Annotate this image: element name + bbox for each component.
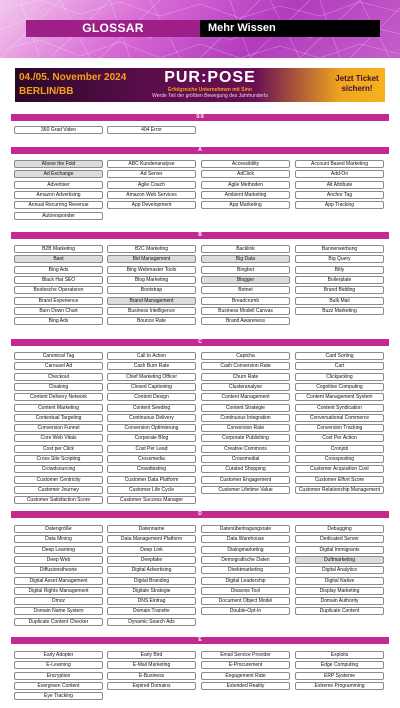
glossary-term-button[interactable]: Ad Exchange [14,170,103,178]
glossary-term-button[interactable]: Curated Shopping [201,465,290,473]
glossary-term-button[interactable]: Content Design [107,393,196,401]
section-header: D [11,511,389,518]
glossary-term-button[interactable]: Customer Engagement [201,476,290,484]
glossary-term-button[interactable]: Customer Success Manager [107,496,196,504]
glossary-term-button[interactable]: Cost Per Lead [107,445,196,453]
glossary-term-button[interactable]: Conversion Optimierung [107,424,196,432]
glossary-term-button[interactable]: Cognitive Computing [295,383,384,391]
glossary-term-button[interactable]: Email Service Provider [201,651,290,659]
glossary-term-button[interactable]: Digital Analytics [295,566,384,574]
glossary-term-button[interactable]: Customer Relationship Management [295,486,384,494]
glossary-term-button[interactable]: Customer Data Platform [107,476,196,484]
glossary-term-button[interactable]: Debugging [295,525,384,533]
glossary-term-button[interactable]: Engagement Rate [201,672,290,680]
glossary-term-button[interactable]: Data Management Platform [107,535,196,543]
glossary-term-button[interactable]: Display Marketing [295,587,384,595]
glossary-term-button[interactable]: Demografische Daten [201,556,290,564]
glossary-term-button[interactable]: Content Seeding [107,404,196,412]
glossary-term-button[interactable]: Bannerwerbung [295,245,384,253]
glossary-term-button[interactable]: Carousel Ad [14,362,103,370]
glossary-term-button[interactable]: 404 Error [107,126,196,134]
glossary-term-button[interactable]: DNS Eintrag [107,597,196,605]
glossary-term-button[interactable]: Domain Transfer [107,607,196,615]
glossary-term-button[interactable]: Content Delivery Network [14,393,103,401]
glossary-term-button[interactable]: Deep Learning [14,546,103,554]
glossary-term-button[interactable]: Conversion Tracking [295,424,384,432]
glossary-term-button[interactable]: Double-Opt-In [201,607,290,615]
glossary-term-button[interactable]: Content Marketing [14,404,103,412]
glossary-term-button[interactable]: Dynamic Search Ads [107,618,196,626]
glossary-term-button[interactable]: Boolesche Operatoren [14,286,103,294]
glossary-term-button[interactable]: Bid Management [107,255,196,263]
glossary-term-button[interactable]: App Marketing [201,201,290,209]
glossary-term-button[interactable]: Evergreen Content [14,682,103,690]
glossary-term-button[interactable]: E-Procurement [201,661,290,669]
glossary-term-button[interactable]: Ad Server [107,170,196,178]
glossary-term-button[interactable]: Add-On [295,170,384,178]
glossary-term-button[interactable]: Content Syndication [295,404,384,412]
glossary-term-button[interactable]: Datenname [107,525,196,533]
glossary-term-button[interactable]: Digital Asset Management [14,577,103,585]
banner-date: 04./05. November 2024 [19,72,127,83]
glossary-term-button[interactable]: Extreme Programming [295,682,384,690]
glossary-term-button[interactable]: Core Web Vitals [14,434,103,442]
glossary-term-button[interactable]: Burn Down Chart [14,307,103,315]
glossary-term-button[interactable]: Customer Effort Score [295,476,384,484]
glossary-term-button[interactable]: Brand Management [107,297,196,305]
glossary-term-button[interactable]: Brand Bidding [295,286,384,294]
glossary-term-button[interactable]: Deep Web [14,556,103,564]
glossary-term-button[interactable]: Digital Native [295,577,384,585]
banner-title: PUR:POSE [164,69,256,86]
glossary-term-button[interactable]: Buzz Marketing [295,307,384,315]
glossary-term-button[interactable]: Diffusionstheorie [14,566,103,574]
banner-subtitle-secondary: Werde Teil der größten Bewegung des Jahrhunderts [152,93,268,99]
glossary-term-button[interactable]: Bounce Rate [107,317,196,325]
glossary-term-button[interactable]: Alt Attribute [295,181,384,189]
glossary-term-button[interactable]: Annual Recurring Revenue [14,201,103,209]
glossary-term-button[interactable]: Crowdtesting [107,465,196,473]
glossary-term-button[interactable]: Creative Commons [201,445,290,453]
glossary-term-button[interactable]: Churn Rate [201,373,290,381]
glossary-term-button[interactable]: Digital Leadership [201,577,290,585]
glossary-term-button[interactable]: Above the Fold [14,160,103,168]
glossary-term-button[interactable]: Customer Satisfaction Score [14,496,103,504]
glossary-term-button[interactable]: Canonical Tag [14,352,103,360]
glossary-term-button[interactable]: Bulk Mail [295,297,384,305]
glossary-term-button[interactable]: Content Management [201,393,290,401]
glossary-term-button[interactable]: E-Mail Marketing [107,661,196,669]
glossary-term-button[interactable]: Bant [14,255,103,263]
glossary-term-button[interactable]: Contextual Targeting [14,414,103,422]
glossary-term-button[interactable]: Cash Burn Rate [107,362,196,370]
glossary-term-button[interactable]: Boilerplate [295,276,384,284]
glossary-term-button[interactable]: Dedicated Server [295,535,384,543]
glossary-term-button[interactable]: Continuous Integration [201,414,290,422]
banner-cta-line2: sichern! [341,84,373,93]
glossary-term-button[interactable]: Duplicate Content Checker [14,618,103,626]
glossary-term-button[interactable]: Cost Per Action [295,434,384,442]
glossary-term-button[interactable]: Direktmarketing [201,566,290,574]
glossary-term-button[interactable]: Cloaking [14,383,103,391]
glossary-term-button[interactable]: Conversational Commerce [295,414,384,422]
glossary-term-button[interactable]: Digital Advertising [107,566,196,574]
glossary-term-button[interactable]: Dmoz [14,597,103,605]
glossary-term-button[interactable]: Domain Name System [14,607,103,615]
glossary-term-button[interactable]: Card Sorting [295,352,384,360]
glossary-term-button[interactable]: Customer Lifetime Value [201,486,290,494]
glossary-term-button[interactable]: Agile Coach [107,181,196,189]
glossary-term-button[interactable]: B2C Marketing [107,245,196,253]
glossary-term-button[interactable]: Deep Link [107,546,196,554]
glossary-term-button[interactable]: Autoresponder [14,212,103,220]
glossary-term-button[interactable]: E-Learning [14,661,103,669]
glossary-term-button[interactable]: Bing Ads [14,266,103,274]
site-header [0,0,400,58]
glossary-term-button[interactable]: Bootstrap [107,286,196,294]
glossary-term-button[interactable]: Customer Acquisition Cost [295,465,384,473]
glossary-term-button[interactable]: Ambient Marketing [201,191,290,199]
glossary-term-button[interactable]: Crossmedial [201,455,290,463]
tab-glossar[interactable]: GLOSSAR [26,20,200,37]
glossary-term-button[interactable]: Big Data [201,255,290,263]
glossary-term-button[interactable]: Customer Centricity [14,476,103,484]
glossary-term-button[interactable]: Digital Immigrants [295,546,384,554]
glossary-term-button[interactable]: Crowdsourcing [14,465,103,473]
glossary-term-button[interactable]: Bingbot [201,266,290,274]
glossary-term-button[interactable]: Document Object Model [201,597,290,605]
glossary-term-button[interactable]: Early Bird [107,651,196,659]
glossary-term-button[interactable]: Corporate Publishing [201,434,290,442]
glossary-term-button[interactable]: Brand Experience [14,297,103,305]
glossary-term-button[interactable]: Botnet [201,286,290,294]
glossary-term-button[interactable]: Customer Journey [14,486,103,494]
glossary-term-button[interactable]: 360 Grad Video [14,126,103,134]
glossary-term-button[interactable]: Digital Rights Management [14,587,103,595]
tab-mehr-wissen[interactable]: Mehr Wissen [200,20,380,37]
glossary-term-button[interactable]: Datengröße [14,525,103,533]
glossary-term-button[interactable]: Extended Reality [201,682,290,690]
glossary-term-button[interactable]: Anchor Tag [295,191,384,199]
glossary-term-button[interactable]: Content Strategie [201,404,290,412]
glossary-term-button[interactable]: Cronjob [295,445,384,453]
glossary-term-button[interactable]: Account Based Marketing [295,160,384,168]
glossary-term-button[interactable]: Cash Conversion Rate [201,362,290,370]
banner-subtitle: Erfolgreiche Unternehmen mit Sinn [168,87,252,93]
glossary-term-button[interactable]: Content Management System [295,393,384,401]
glossary-term-button[interactable]: Bing Ads [14,317,103,325]
glossary-term-button[interactable]: Blogger [201,276,290,284]
glossary-term-button[interactable]: Bing Webmaster Tools [107,266,196,274]
glossary-term-button[interactable]: Clusteranalyse [201,383,290,391]
glossary-term-button[interactable]: ERP Systeme [295,672,384,680]
glossary-term-button[interactable]: Big Query [295,255,384,263]
glossary-term-button[interactable]: Amazon Web Services [107,191,196,199]
glossary-term-button[interactable]: Duftmarketing [295,556,384,564]
glossary-term-button[interactable]: Expired Domains [107,682,196,690]
section-header: C [11,339,389,346]
glossary-term-button[interactable]: Brand Awareness [201,317,290,325]
glossary-term-button[interactable]: Call to Action [107,352,196,360]
glossary-term-button[interactable]: Cost per Click [14,445,103,453]
section-header: 0-9 [11,114,389,121]
glossary-term-button[interactable]: Business Intelligence [107,307,196,315]
glossary-term-button[interactable]: Eye Tracking [14,692,103,700]
glossary-term-button[interactable]: Blog Marketing [107,276,196,284]
section-header: A [11,147,389,154]
glossary-term-button[interactable]: Crossmedia [107,455,196,463]
glossary-term-button[interactable]: Chief Marketing Officer [107,373,196,381]
glossary-term-button[interactable]: Exploits [295,651,384,659]
event-ad-banner[interactable] [15,68,385,102]
glossary-term-button[interactable]: Digitale Strategie [107,587,196,595]
banner-cta-line1: Jetzt Ticket [335,74,379,83]
glossary-term-button[interactable]: Edge Computing [295,661,384,669]
glossary-term-button[interactable]: Dialogmarketing [201,546,290,554]
glossary-term-button[interactable]: Business Modell Canvas [201,307,290,315]
glossary-term-button[interactable]: E-Business [107,672,196,680]
banner-cta[interactable] [333,74,381,94]
glossary-term-button[interactable]: ABC Kundenanalyse [107,160,196,168]
glossary-term-button[interactable]: Duplicate Content [295,607,384,615]
section-header: B [11,232,389,239]
glossary-term-button[interactable]: Captcha [201,352,290,360]
glossary-term-button[interactable]: Agile Methoden [201,181,290,189]
glossary-term-button[interactable]: Data Warehouse [201,535,290,543]
banner-city: BERLIN/BB [19,86,74,97]
glossary-term-button[interactable]: Breadcrumb [201,297,290,305]
glossary-term-button[interactable]: Cart [295,362,384,370]
glossary-term-button[interactable]: Conversion Funnel [14,424,103,432]
glossary-term-button[interactable]: Clickjacking [295,373,384,381]
glossary-term-button[interactable]: Conversion Rate [201,424,290,432]
glossary-term-button[interactable]: Datenübertragungsrate [201,525,290,533]
glossary-term-button[interactable]: Cross Site Scripting [14,455,103,463]
glossary-term-button[interactable]: B2B Marketing [14,245,103,253]
glossary-term-button[interactable]: Advertiser [14,181,103,189]
glossary-term-button[interactable]: Continuous Delivery [107,414,196,422]
glossary-term-button[interactable]: Disavow Tool [201,587,290,595]
glossary-term-button[interactable]: Bitly [295,266,384,274]
glossary-term-button[interactable]: App Tracking [295,201,384,209]
glossary-term-button[interactable]: Customer Life Cycle [107,486,196,494]
glossary-term-button[interactable]: Encryption [14,672,103,680]
glossary-term-button[interactable]: App Development [107,201,196,209]
glossary-term-button[interactable]: Closed Captioning [107,383,196,391]
glossary-term-button[interactable]: Early Adopter [14,651,103,659]
glossary-term-button[interactable]: Corporate Blog [107,434,196,442]
glossary-term-button[interactable]: Data Mining [14,535,103,543]
glossary-term-button[interactable]: AdClick [201,170,290,178]
section-header: E [11,637,389,644]
glossary-term-button[interactable]: Domain Authority [295,597,384,605]
glossary-term-button[interactable]: Checkout [14,373,103,381]
glossary-term-button[interactable]: Deepfake [107,556,196,564]
glossary-term-button[interactable]: Digital Branding [107,577,196,585]
glossary-term-button[interactable]: Accessibility [201,160,290,168]
glossary-term-button[interactable]: Amazon Advertising [14,191,103,199]
glossary-term-button[interactable]: Backlink [201,245,290,253]
glossary-term-button[interactable]: Black Hat SEO [14,276,103,284]
glossary-term-button[interactable]: Crossposting [295,455,384,463]
